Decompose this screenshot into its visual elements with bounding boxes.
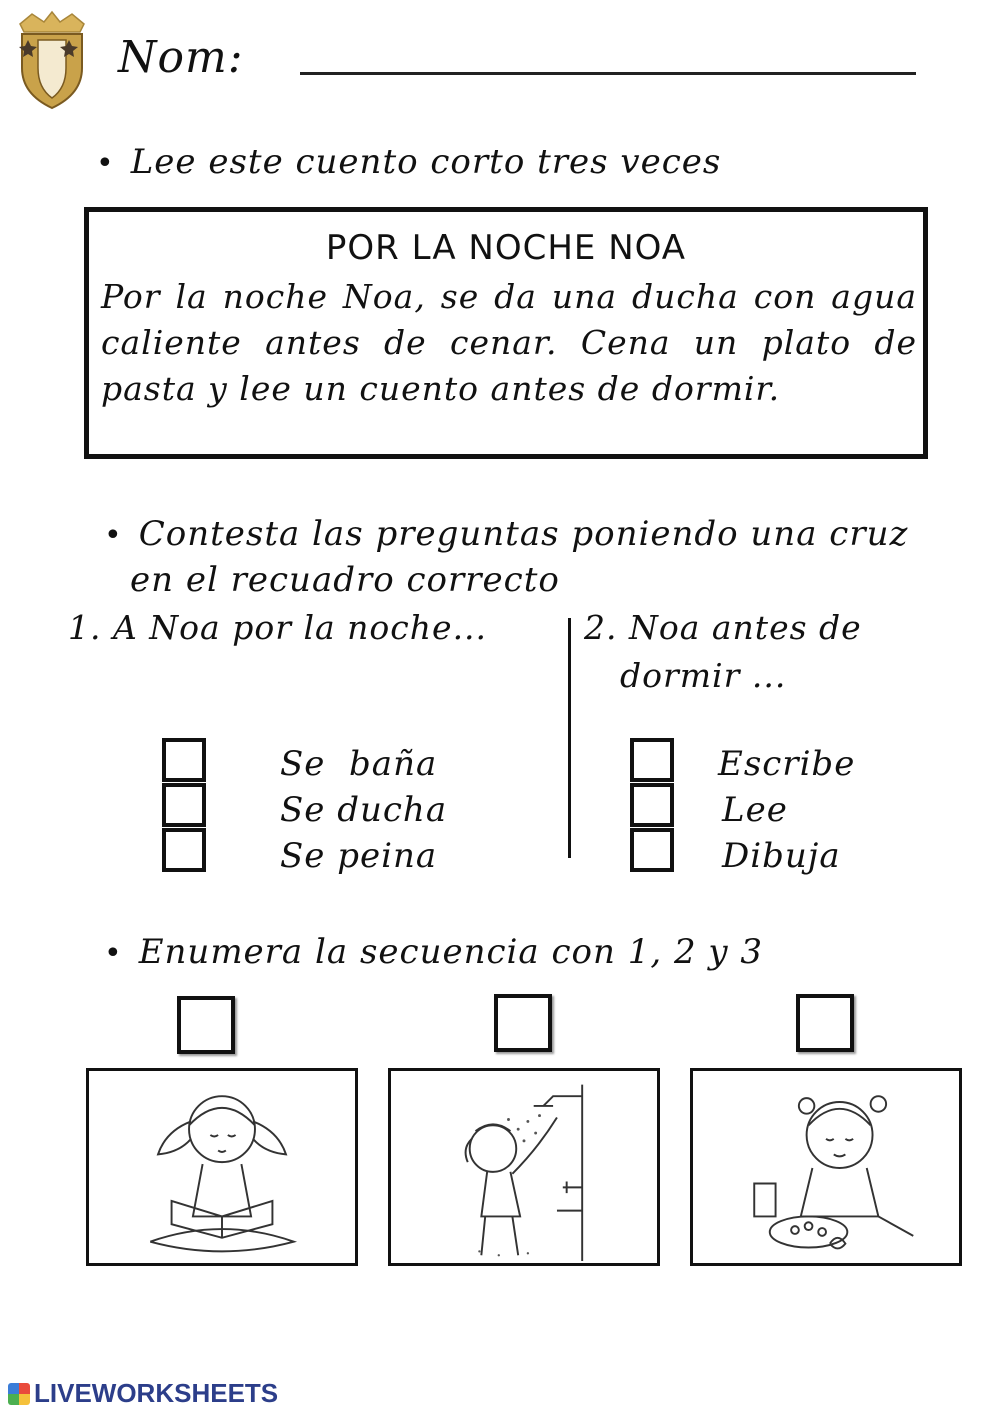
q2-option2-label: Lee xyxy=(722,790,788,830)
column-divider xyxy=(568,618,571,858)
q1-option3-label: Se peina xyxy=(280,836,438,876)
name-input-line[interactable] xyxy=(300,72,916,75)
picture-girl-eating xyxy=(690,1068,962,1266)
q2-option2-checkbox[interactable] xyxy=(630,783,674,827)
q1-option3-checkbox[interactable] xyxy=(162,828,206,872)
q1-option2-label: Se ducha xyxy=(280,790,448,830)
story-title: POR LA NOCHE NOA xyxy=(325,228,687,268)
name-label: Nom: xyxy=(118,32,244,83)
story-text: Por la noche Noa, se da una ducha con agua caliente antes de cenar. Cena un plato de pasta y lee un cuento antes de dormir. xyxy=(101,277,917,408)
q2-option3-checkbox[interactable] xyxy=(630,828,674,872)
shield-icon xyxy=(12,10,92,110)
footer-brand-text: LIVEWORKSHEETS xyxy=(34,1378,279,1408)
q2-option1-label: Escribe xyxy=(718,744,856,784)
instruction-answer: • Contesta las preguntas poniendo una cruz xyxy=(104,514,908,554)
story-box xyxy=(84,207,928,459)
q1-option2-checkbox[interactable] xyxy=(162,783,206,827)
picture-girl-reading xyxy=(86,1068,358,1266)
instruction-read: • Lee este cuento corto tres veces xyxy=(96,142,721,182)
footer-brand[interactable] xyxy=(8,1378,278,1409)
shower-icon xyxy=(391,1071,657,1263)
picture-child-shower xyxy=(388,1068,660,1266)
sequence-box-3[interactable] xyxy=(796,994,854,1052)
sequence-box-1[interactable] xyxy=(177,996,235,1054)
instruction-sequence: • Enumera la secuencia con 1, 2 y 3 xyxy=(104,932,763,972)
girl-eating-icon xyxy=(693,1071,959,1263)
liveworksheets-logo-icon xyxy=(8,1383,30,1405)
question1-title: 1. A Noa por la noche... xyxy=(68,608,488,647)
sequence-box-2[interactable] xyxy=(494,994,552,1052)
school-logo xyxy=(12,10,92,110)
question2-title: 2. Noa antes de xyxy=(584,608,862,647)
question2-title-line2: dormir ... xyxy=(620,656,787,695)
girl-reading-icon xyxy=(89,1071,355,1263)
instruction-answer-line2: en el recuadro correcto xyxy=(130,560,560,600)
q2-option3-label: Dibuja xyxy=(722,836,841,876)
q2-option1-checkbox[interactable] xyxy=(630,738,674,782)
q1-option1-label: Se baña xyxy=(280,744,438,784)
q1-option1-checkbox[interactable] xyxy=(162,738,206,782)
